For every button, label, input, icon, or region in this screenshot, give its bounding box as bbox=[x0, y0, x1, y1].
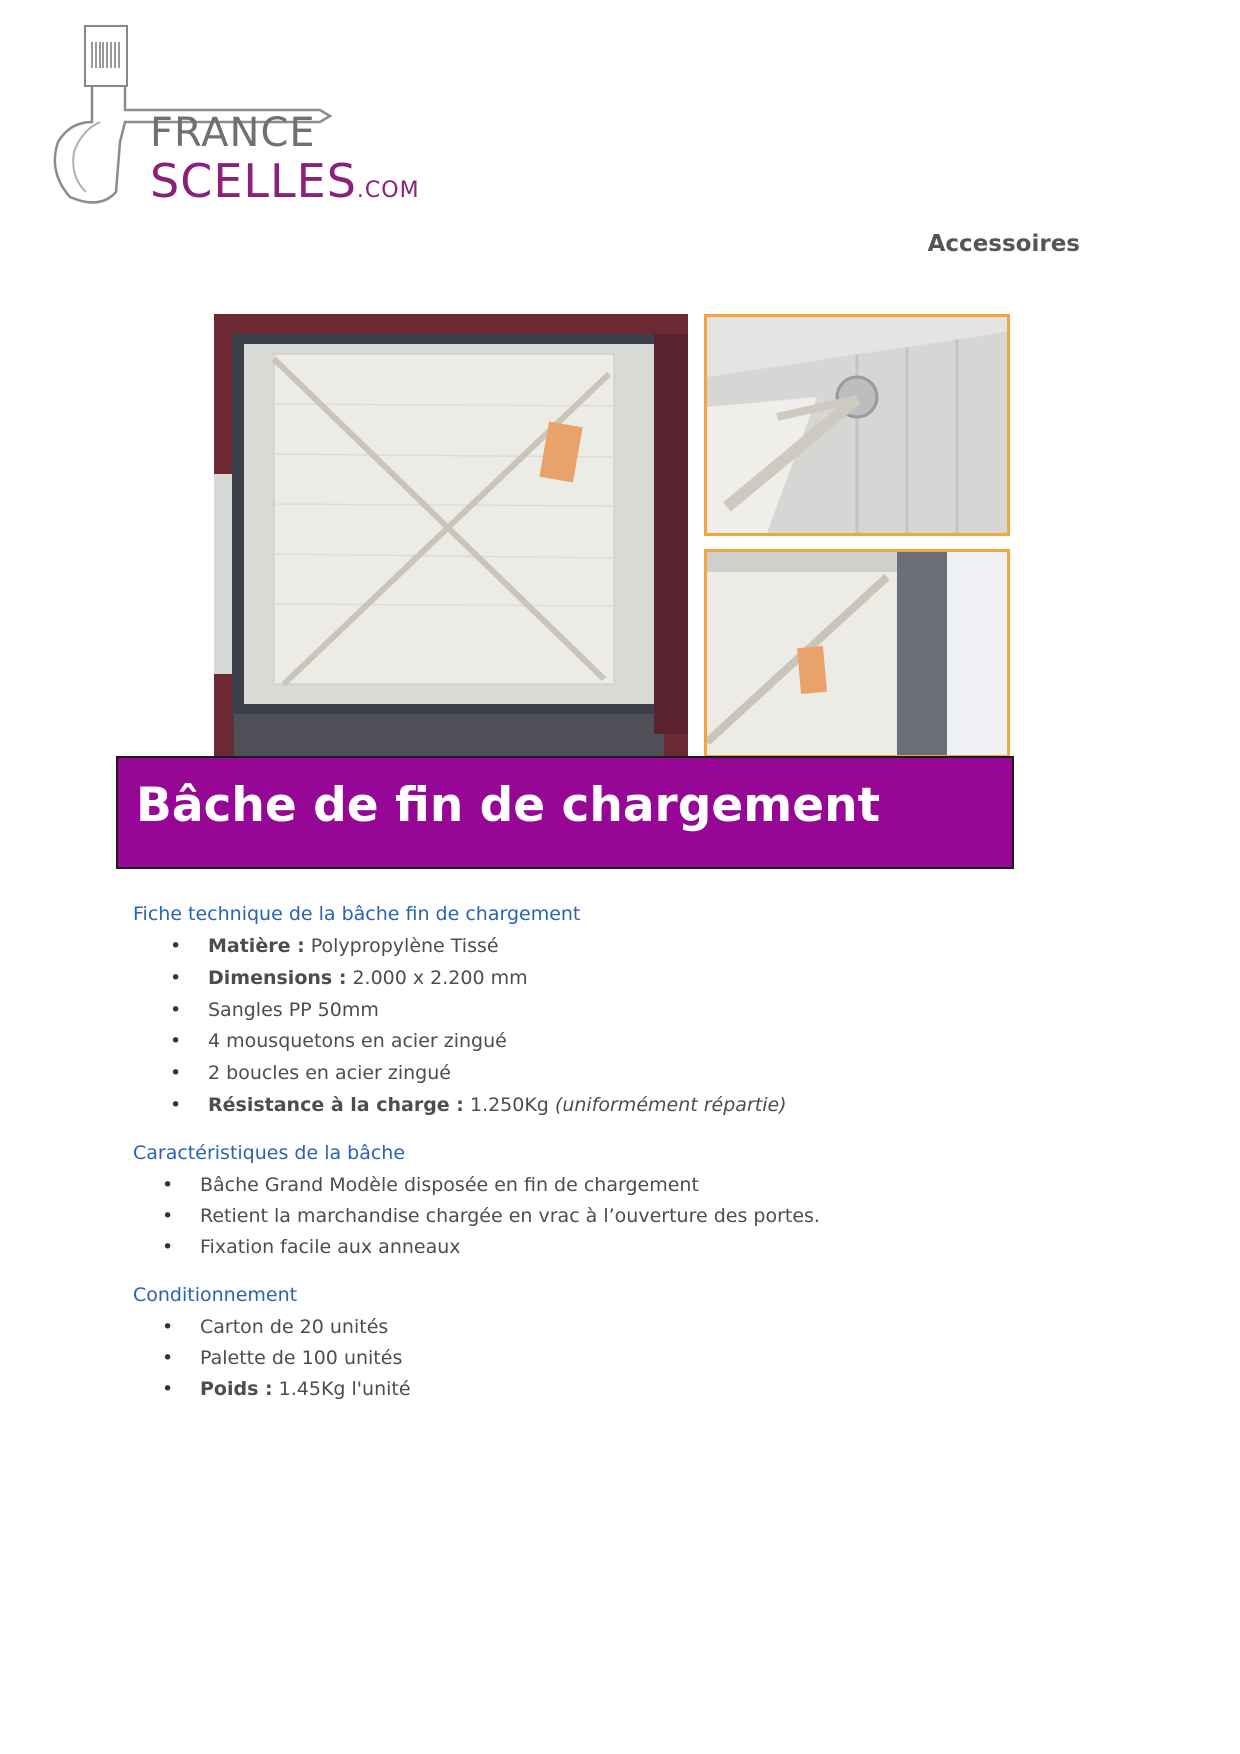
section-heading-technical-sheet: Fiche technique de la bâche fin de chargement bbox=[133, 903, 581, 925]
title-banner bbox=[116, 756, 1014, 869]
list-bullet: • bbox=[162, 1205, 174, 1227]
list-item: Palette de 100 unités bbox=[200, 1347, 403, 1369]
section-heading-characteristics: Caractéristiques de la bâche bbox=[133, 1142, 406, 1164]
list-bullet: • bbox=[170, 935, 182, 957]
list-bullet: • bbox=[162, 1174, 174, 1196]
list-bullet: • bbox=[170, 1030, 182, 1052]
logo-line-scelles: SCELLES.COM bbox=[150, 154, 420, 208]
list-item: Poids : 1.45Kg l'unité bbox=[200, 1378, 411, 1400]
product-photo-detail-bottom bbox=[704, 549, 1010, 758]
section-heading-packaging: Conditionnement bbox=[133, 1284, 298, 1306]
logo-line-france: FRANCE bbox=[150, 110, 316, 156]
list-item: Sangles PP 50mm bbox=[208, 999, 379, 1021]
list-item: Dimensions : 2.000 x 2.200 mm bbox=[208, 967, 528, 989]
page-title: Bâche de fin de chargement bbox=[136, 778, 881, 833]
category-label: Accessoires bbox=[927, 231, 1080, 257]
list-item: Matière : Polypropylène Tissé bbox=[208, 935, 499, 957]
list-bullet: • bbox=[162, 1236, 174, 1258]
list-item: Résistance à la charge : 1.250Kg (uniformément répartie) bbox=[208, 1094, 787, 1116]
list-bullet: • bbox=[170, 1094, 182, 1116]
list-bullet: • bbox=[170, 999, 182, 1021]
list-bullet: • bbox=[162, 1347, 174, 1369]
list-item: Carton de 20 unités bbox=[200, 1316, 389, 1338]
company-logo bbox=[30, 22, 420, 212]
product-photo-detail-top bbox=[704, 314, 1010, 536]
list-bullet: • bbox=[170, 1062, 182, 1084]
list-item: Retient la marchandise chargée en vrac à l’ouverture des portes. bbox=[200, 1205, 820, 1227]
list-bullet: • bbox=[170, 967, 182, 989]
list-item: Fixation facile aux anneaux bbox=[200, 1236, 461, 1258]
list-bullet: • bbox=[162, 1378, 174, 1400]
list-item: 2 boucles en acier zingué bbox=[208, 1062, 451, 1084]
list-bullet: • bbox=[162, 1316, 174, 1338]
list-item: 4 mousquetons en acier zingué bbox=[208, 1030, 507, 1052]
list-item: Bâche Grand Modèle disposée en fin de chargement bbox=[200, 1174, 699, 1196]
product-photo-main bbox=[214, 314, 688, 758]
